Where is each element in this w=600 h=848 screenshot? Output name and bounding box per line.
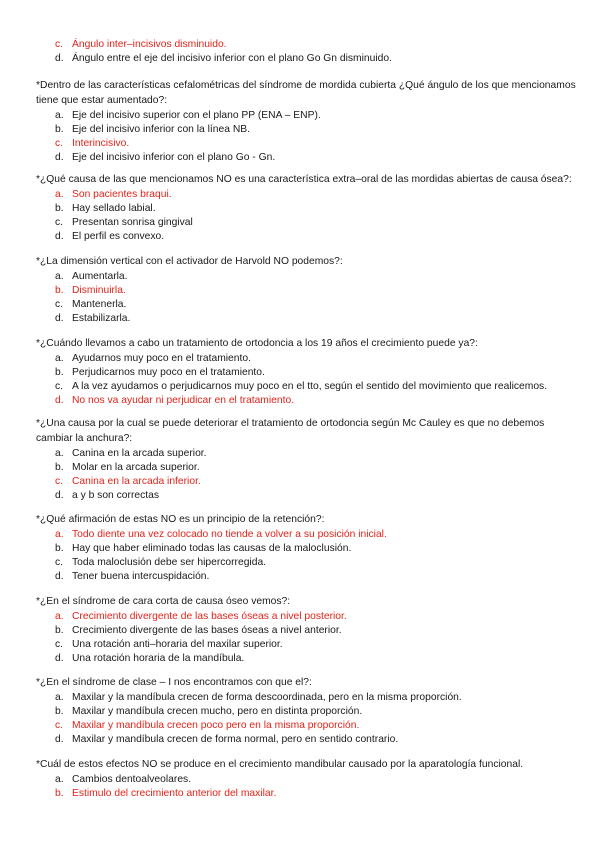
option-text: Ángulo inter–incisivos disminuido.: [72, 39, 227, 50]
option-letter: d.: [55, 734, 64, 745]
option-text: A la vez ayudamos o perjudicarnos muy poco en el tto, según el sentido del movimiento que realicemos.: [72, 381, 548, 392]
option-letter: a.: [55, 353, 64, 364]
question-block: [36, 254, 576, 326]
option-letter: d.: [55, 313, 64, 324]
question-block: [36, 416, 576, 503]
option: [36, 298, 576, 312]
option-letter: d.: [55, 231, 64, 242]
option: [36, 216, 576, 230]
option: [36, 570, 576, 584]
option-text: Molar en la arcada superior.: [72, 462, 200, 473]
option-highlighted: [36, 394, 576, 408]
option-text: Estimulo del crecimiento anterior del maxilar.: [72, 788, 277, 799]
option-letter: c.: [55, 39, 64, 50]
option-text: Eje del incisivo inferior con la línea NB.: [72, 124, 250, 135]
question-block: [36, 78, 576, 165]
question-text: *¿Qué causa de las que mencionamos NO es una característica extra–oral de las mordidas abiertas de causa ósea?:: [36, 174, 572, 185]
option: [36, 733, 576, 747]
option-letter: d.: [55, 571, 64, 582]
question-text: *¿En el síndrome de clase – I nos encontramos con que el?:: [36, 677, 312, 688]
option-letter: d.: [55, 653, 64, 664]
option: [36, 489, 576, 503]
option: [36, 652, 576, 666]
option-text: a y b son correctas: [72, 490, 159, 501]
option-letter: a.: [55, 448, 64, 459]
option-text: Maxilar y mandíbula crecen mucho, pero en distinta proporción.: [72, 706, 363, 717]
option-letter: c.: [55, 138, 64, 149]
option: [36, 773, 576, 787]
question-block: [36, 757, 576, 801]
option-letter: b.: [55, 367, 64, 378]
option-text: Eje del incisivo inferior con el plano Go - Gn.: [72, 152, 276, 163]
option-text: Perjudicarnos muy poco en el tratamiento.: [72, 367, 265, 378]
option-letter: c.: [55, 217, 64, 228]
option-text: Presentan sonrisa gingival: [72, 217, 193, 228]
option-letter: a.: [55, 611, 64, 622]
option-letter: c.: [55, 381, 64, 392]
option-letter: c.: [55, 639, 64, 650]
option-text: Una rotación anti–horaria del maxilar superior.: [72, 639, 283, 650]
question-text: *Dentro de las características cefalométricas del síndrome de mordida cubierta ¿Qué ángulo de los que mencionamos tiene que estar aumentado?:: [36, 80, 576, 106]
option-text: Tener buena intercuspidación.: [72, 571, 210, 582]
option-letter: d.: [55, 53, 64, 64]
option-text: Son pacientes braqui.: [72, 189, 172, 200]
option-letter: b.: [55, 543, 64, 554]
option-letter: b.: [55, 788, 64, 799]
option-highlighted: [36, 719, 576, 733]
option-text: Maxilar y la mandíbula crecen de forma descoordinada, pero en la misma proporción.: [72, 692, 462, 703]
question-text: *¿En el síndrome de cara corta de causa óseo vemos?:: [36, 596, 291, 607]
option-text: Estabilizarla.: [72, 313, 131, 324]
option-text: Mantenerla.: [72, 299, 127, 310]
question-text: *Cuál de estos efectos NO se produce en el crecimiento mandibular causado por la aparatología funcional.: [36, 759, 524, 770]
option-letter: d.: [55, 152, 64, 163]
option-text: Canina en la arcada inferior.: [72, 476, 201, 487]
top-options: [36, 38, 576, 66]
option: [36, 624, 576, 638]
option-text: Ayudarnos muy poco en el tratamiento.: [72, 353, 251, 364]
option-letter: b.: [55, 285, 64, 296]
question-text: *¿La dimensión vertical con el activador de Harvold NO podemos?:: [36, 256, 343, 267]
option-letter: d.: [55, 395, 64, 406]
option-text: Hay sellado labial.: [72, 203, 156, 214]
option: [36, 352, 576, 366]
option-text: No nos va ayudar ni perjudicar en el tratamiento.: [72, 395, 295, 406]
option: [36, 109, 576, 123]
option: [36, 461, 576, 475]
option-text: Aumentarla.: [72, 271, 128, 282]
option-text: Todo diente una vez colocado no tiende a volver a su posición inicial.: [72, 529, 387, 540]
question-block: [36, 675, 576, 747]
option-letter: a.: [55, 189, 64, 200]
option-text: Maxilar y mandíbula crecen poco pero en la misma proporción.: [72, 720, 360, 731]
question-block: [36, 336, 576, 408]
option-text: Disminuirla.: [72, 285, 126, 296]
option-text: Eje del incisivo superior con el plano PP (ENA – ENP).: [72, 110, 321, 121]
option-letter: a.: [55, 692, 64, 703]
option-text: Ángulo entre el eje del incisivo inferior con el plano Go Gn disminuido.: [72, 53, 392, 64]
option-text: Interincisivo.: [72, 138, 130, 149]
option-highlighted: [36, 137, 576, 151]
option: [36, 705, 576, 719]
option: [36, 447, 576, 461]
option-highlighted: [36, 284, 576, 298]
option-text: Cambios dentoalveolares.: [72, 774, 192, 785]
option: [36, 556, 576, 570]
option-letter: a.: [55, 529, 64, 540]
option-text: Una rotación horaria de la mandíbula.: [72, 653, 245, 664]
question-block: [36, 594, 576, 666]
question-text: *¿Cuándo llevamos a cabo un tratamiento de ortodoncia a los 19 años el crecimiento puede ya?:: [36, 338, 478, 349]
question-text: *¿Qué afirmación de estas NO es un principio de la retención?:: [36, 514, 325, 525]
option-text: Crecimiento divergente de las bases óseas a nivel posterior.: [72, 611, 347, 622]
option: [36, 366, 576, 380]
option-highlighted: [36, 38, 576, 52]
option-letter: a.: [55, 774, 64, 785]
option-letter: c.: [55, 720, 64, 731]
option-text: Hay que haber eliminado todas las causas de la maloclusión.: [72, 543, 352, 554]
option: [36, 202, 576, 216]
option-highlighted: [36, 188, 576, 202]
option-text: Toda maloclusión debe ser hipercorregida.: [72, 557, 267, 568]
option-text: El perfil es convexo.: [72, 231, 165, 242]
option-letter: b.: [55, 124, 64, 135]
option-letter: c.: [55, 476, 64, 487]
question-block: [36, 172, 576, 244]
option: [36, 123, 576, 137]
option: [36, 380, 576, 394]
option: [36, 691, 576, 705]
option: [36, 312, 576, 326]
option-text: Crecimiento divergente de las bases óseas a nivel anterior.: [72, 625, 342, 636]
option: [36, 638, 576, 652]
option: [36, 52, 576, 66]
question-text: *¿Una causa por la cual se puede deteriorar el tratamiento de ortodoncia según Mc Cauley es que no debemos cambiar la anchura?:: [36, 418, 545, 444]
option-letter: a.: [55, 271, 64, 282]
option-text: Canina en la arcada superior.: [72, 448, 207, 459]
option-letter: d.: [55, 490, 64, 501]
option: [36, 151, 576, 165]
question-block: [36, 512, 576, 584]
option-text: Maxilar y mandíbula crecen de forma normal, pero en sentido contrario.: [72, 734, 399, 745]
option-letter: b.: [55, 203, 64, 214]
option: [36, 542, 576, 556]
option-letter: c.: [55, 299, 64, 310]
option: [36, 270, 576, 284]
option-highlighted: [36, 610, 576, 624]
option-highlighted: [36, 528, 576, 542]
option-highlighted: [36, 787, 576, 801]
option-letter: c.: [55, 557, 64, 568]
option-highlighted: [36, 475, 576, 489]
option-letter: b.: [55, 462, 64, 473]
option: [36, 230, 576, 244]
option-letter: b.: [55, 625, 64, 636]
option-letter: a.: [55, 110, 64, 121]
option-letter: b.: [55, 706, 64, 717]
